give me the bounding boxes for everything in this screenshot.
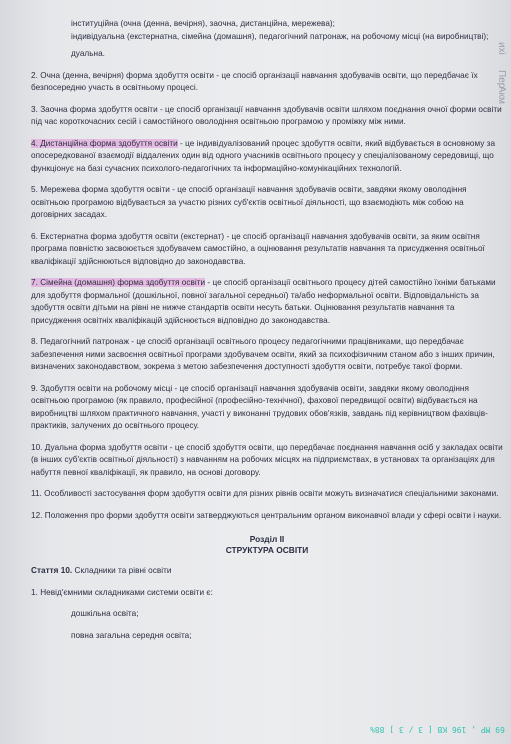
document-body bbox=[31, 18, 503, 642]
list-item: повна загальна середня освіта; bbox=[71, 630, 192, 640]
paragraph: 5. Мережева форма здобуття освіти - це спосіб організації навчання здобувачів освіти, завдяки якому оволодіння освітньою програмою відбувається за участю різних суб'єктів освітньої діяльності, що взаємодіють між собою на договірних засадах. bbox=[31, 185, 467, 219]
paragraph: 9. Здобуття освіти на робочому місці - це спосіб організації навчання здобувачів освіти, завдяки якому оволодіння освітньою програмою (як правило, професійної (професійно-технічної), фахової передвищої освіти) відбувається на виробництві шляхом практичного навчання, участі у виконанні трудових обов'язків, завдань під керівництвом фахівців-практиків, залучених до освітнього процесу. bbox=[31, 383, 488, 430]
paragraph-with-highlight bbox=[31, 277, 503, 327]
paragraph: 6. Екстернатна форма здобуття освіти (екстернат) - це спосіб організації навчання здобувачів освіти, за яким освітня програма повністю засвоюється здобувачем самостійно, а оцінювання результатів навчання та присудження освітньої кваліфікації здійснюються відповідно до законодавства. bbox=[31, 231, 485, 266]
section-heading bbox=[31, 534, 503, 555]
article-title: Складники та рівні освіти bbox=[72, 566, 172, 575]
paragraph-rest: - це спосіб організації освітнього процесу дітей самостійно їхніми батьками для здобуття формальної (дошкільної, повної загальної середньої) та/або неформальної освіти. Відповідальність за здобуття освіти дітьми на рівні не нижче стандартів освіти несуть батьки. Оцінювання результатів навчання та присудження освітніх кваліфікацій здійснюється відповідно до законодавства. bbox=[31, 278, 496, 325]
paragraph: 2. Очна (денна, вечірня) форма здобуття освіти - це спосіб організації навчання здобувачів освіти, що передбачає їх безпосередню участь в освітньому процесі. bbox=[31, 70, 478, 92]
paragraph-rest: - це індивідуалізований процес здобуття освіти, який відбувається в основному за опосередкованої взаємодії віддалених один від одного учасників освітнього процесу у спеціалізованому середовищі, що функціонує на базі сучасних психолого-педагогічних та інформаційно-комунікаційних технологій. bbox=[31, 138, 496, 173]
paragraph-with-highlight bbox=[31, 138, 503, 176]
highlighted-text: 7. Сімейна (домашня) форма здобуття освіти bbox=[31, 278, 206, 287]
paragraph: 12. Положення про форми здобуття освіти затверджуються центральним органом виконавчої влади у сфері освіти і науки. bbox=[31, 510, 502, 520]
paragraph: 3. Заочна форма здобуття освіти - це спосіб організації навчання здобувачів освіти шляхом поєднання очної форми освіти під час короткочасних сесій і самостійного оволодіння освітньою програмою у проміжку між ними. bbox=[31, 104, 502, 126]
paragraph: 10. Дуальна форма здобуття освіти - це спосіб здобуття освіти, що передбачає поєднання навчання осіб у закладах освіти (в інших суб'єктів освітньої діяльності) з навчанням на робочих місцях на підприємствах, в установах та організаціях для набуття певної кваліфікації, як правило, на основі договору. bbox=[31, 442, 503, 477]
viewer-status-overlay: 69 MP , 196 KB [ 3 / 3 ] 88% bbox=[370, 725, 505, 734]
article-heading bbox=[31, 565, 503, 578]
section-label: Розділ II bbox=[249, 534, 285, 544]
paragraph: інституційна (очна (денна, вечірня), заочна, дистанційна, мережева); bbox=[71, 19, 335, 28]
paragraph: 8. Педагогічний патронаж - це спосіб організації освітнього процесу педагогічними працівниками, що передбачає забезпечення ними засвоєння освітньої програми здобувачем освіти, який за психофізичним станом або з інших причин, визначених законодавством, зокрема з метою забезпечення доступності здобуття освіти, потребує такої форми. bbox=[31, 337, 495, 371]
list-item: дошкільна освіта; bbox=[71, 609, 139, 618]
article-label: Стаття 10. bbox=[31, 566, 73, 575]
paragraph: дуальна. bbox=[71, 49, 105, 58]
paragraph: індивідуальна (екстернатна, сімейна (домашня), педагогічний патронаж, на робочому місці (на виробництві); bbox=[71, 31, 489, 41]
edge-bleed-text: Акм bbox=[496, 86, 507, 104]
edge-bleed-text: Пер bbox=[496, 70, 507, 89]
highlighted-text: 4. Дистанційна форма здобуття освіти bbox=[31, 138, 178, 148]
edge-bleed-text: ихі bbox=[496, 42, 507, 55]
article-item: 1. Невід'ємними складниками системи освіти є: bbox=[31, 587, 213, 597]
paragraph: 11. Особливості застосування форм здобуття освіти для різних рівнів освіти можуть визначатися спеціальними законами. bbox=[31, 489, 499, 498]
section-title: СТРУКТУРА ОСВІТИ bbox=[225, 544, 309, 555]
